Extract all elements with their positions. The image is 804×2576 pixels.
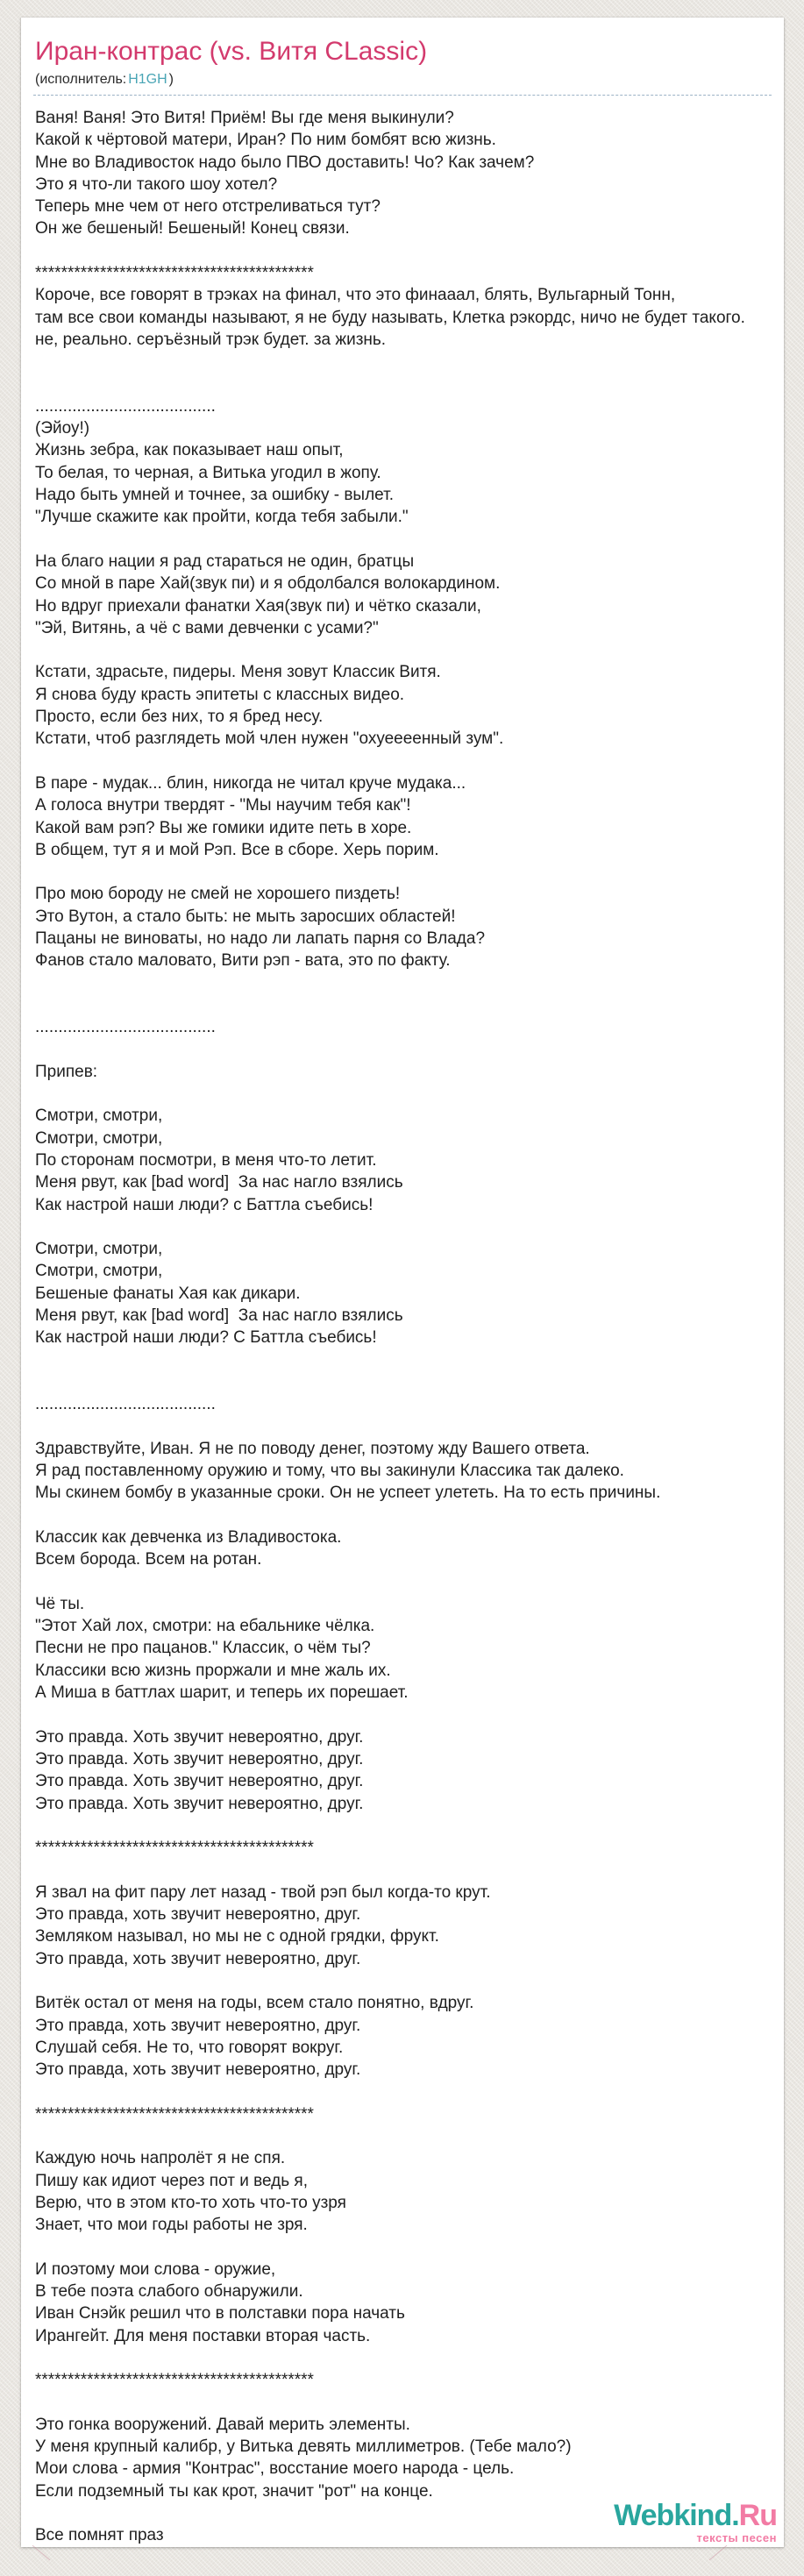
lyric-line: Смотри, смотри, bbox=[35, 1107, 163, 1126]
lyric-line: Смотри, смотри, bbox=[35, 1240, 163, 1259]
logo-webkind-text: Webkind bbox=[614, 2498, 732, 2532]
lyric-line: Надо быть умней и точнее, за ошибку - вылет. bbox=[35, 486, 394, 505]
lyric-line: Просто, если без них, то я бред несу. bbox=[35, 708, 324, 727]
lyric-line: Но вдруг приехали фанатки Хая(звук пи) и чётко сказали, bbox=[35, 596, 481, 616]
lyric-blank-line bbox=[35, 1571, 772, 1593]
lyric-line: Всем борода. Всем на ротан. bbox=[35, 1550, 262, 1569]
lyric-line: Классики всю жизнь проржали и мне жаль их. bbox=[35, 1661, 391, 1680]
lyric-line: "Лучше скажите как пройти, когда тебя забыли." bbox=[35, 508, 409, 527]
lyric-line: ....................................... bbox=[35, 1018, 216, 1037]
lyric-line: Песни не про пацанов." Классик, о чём ты? bbox=[35, 1639, 371, 1658]
lyric-line: Это гонка вооружений. Давай мерить элементы. bbox=[35, 2415, 410, 2434]
lyric-line: Слушай себя. Не то, что говорят вокруг. bbox=[35, 2038, 344, 2057]
lyric-line: Кстати, чтоб разглядеть мой член нужен "охуеееенный зум". bbox=[35, 729, 504, 749]
artist-line bbox=[35, 72, 772, 88]
lyric-line: ******************************************* bbox=[35, 2104, 314, 2124]
lyric-blank-line bbox=[35, 2392, 772, 2414]
lyric-blank-line bbox=[35, 1349, 772, 1371]
lyric-line: А Миша в баттлах шарит, и теперь их порешает. bbox=[35, 1683, 409, 1703]
lyric-line: Припев: bbox=[35, 1062, 98, 1081]
lyric-blank-line bbox=[35, 639, 772, 661]
lyric-line: Если подземный ты как крот, значит "рот" на конце. bbox=[35, 2481, 433, 2501]
lyric-blank-line bbox=[35, 1038, 772, 1060]
lyric-line: Каждую ночь напролёт я не спя. bbox=[35, 2149, 286, 2168]
lyric-line: В общем, тут я и мой Рэп. Все в сборе. Херь порим. bbox=[35, 840, 439, 859]
lyric-line: Какой вам рэп? Вы же гомики идите петь в хоре. bbox=[35, 818, 412, 837]
lyric-line: Меня рвут, как [bad word] За нас нагло взялись bbox=[35, 1173, 403, 1192]
lyrics-text bbox=[35, 107, 772, 2547]
lyric-blank-line bbox=[35, 1416, 772, 1438]
lyric-blank-line bbox=[35, 2237, 772, 2259]
lyric-line: Знает, что мои годы работы не зря. bbox=[35, 2216, 308, 2235]
lyric-line: Пишу как идиот через пот и ведь я, bbox=[35, 2171, 308, 2190]
lyric-blank-line bbox=[35, 374, 772, 395]
lyric-line: На благо нации я рад стараться не один, братцы bbox=[35, 551, 415, 571]
lyric-blank-line bbox=[35, 1216, 772, 1238]
artist-label-close: ) bbox=[168, 72, 174, 87]
lyric-line: Ирангейт. Для меня поставки вторая часть. bbox=[35, 2326, 371, 2345]
lyric-blank-line bbox=[35, 240, 772, 262]
lyric-line: Какой к чёртовой матери, Иран? По ним бомбят всю жизнь. bbox=[35, 131, 496, 150]
lyric-line: Со мной в паре Хай(звук пи) и я обдолбался волокардином. bbox=[35, 574, 501, 594]
lyric-line: Это правда. Хоть звучит невероятно, друг. bbox=[35, 1772, 364, 1791]
lyric-line: Смотри, смотри, bbox=[35, 1128, 163, 1148]
lyrics-card bbox=[21, 18, 784, 2547]
webkind-logo[interactable] bbox=[614, 2498, 777, 2544]
lyric-line: ******************************************* bbox=[35, 264, 314, 283]
lyric-line: Это правда, хоть звучит невероятно, друг. bbox=[35, 1905, 361, 1925]
lyric-line: У меня крупный калибр, у Витька девять миллиметров. (Тебе мало?) bbox=[35, 2437, 572, 2457]
lyric-line: там все свои команды называют, я не буду называть, Клетка рэкордс, ничо не будет такого. bbox=[35, 308, 745, 327]
lyric-line: Земляком называл, но мы не с одной грядки, фрукт. bbox=[35, 1927, 439, 1946]
lyric-line: Мои слова - армия "Контрас", восстание моего народа - цель. bbox=[35, 2459, 515, 2479]
lyric-line: Иван Снэйк решил что в полставки пора начать bbox=[35, 2304, 405, 2323]
lyric-line: Это Вутон, а стало быть: не мыть заросших областей! bbox=[35, 907, 456, 926]
lyric-line: Верю, что в этом кто-то хоть что-то узря bbox=[35, 2193, 346, 2212]
lyric-line: Все помнят праз bbox=[35, 2526, 164, 2545]
lyric-line: Это правда. Хоть звучит невероятно, друг. bbox=[35, 1727, 364, 1747]
lyric-line: Бешеные фанаты Хая как дикари. bbox=[35, 1284, 301, 1303]
lyric-line: Классик как девченка из Владивостока. bbox=[35, 1528, 342, 1547]
lyric-line: не, реально. серъёзный трэк будет. за жизнь. bbox=[35, 330, 387, 349]
lyric-blank-line bbox=[35, 1371, 772, 1393]
lyric-blank-line bbox=[35, 1083, 772, 1105]
lyric-line: (Эйоу!) bbox=[35, 419, 90, 438]
song-header bbox=[33, 18, 772, 96]
lyric-line: И поэтому мои слова - оружие, bbox=[35, 2259, 276, 2279]
lyric-blank-line bbox=[35, 1505, 772, 1526]
lyric-blank-line bbox=[35, 994, 772, 1016]
lyric-blank-line bbox=[35, 1815, 772, 1837]
lyric-line: Короче, все говорят в трэках на финал, что это финааал, блять, Вульгарный Тонн, bbox=[35, 286, 676, 305]
lyric-line: Фанов стало маловато, Вити рэп - вата, это по факту. bbox=[35, 951, 451, 971]
page-title: Иран-контрас (vs. Витя CLassic) bbox=[35, 37, 428, 66]
lyric-blank-line bbox=[35, 529, 772, 551]
lyric-line: Кстати, здрасьте, пидеры. Меня зовут Классик Витя. bbox=[35, 663, 441, 682]
lyric-line: Мы скинем бомбу в указанные сроки. Он не успеет улететь. На то есть причины. bbox=[35, 1484, 661, 1503]
lyric-line: Я рад поставленному оружию и тому, что вы закинули Классика так далеко. bbox=[35, 1462, 624, 1481]
lyric-line: Жизнь зебра, как показывает наш опыт, bbox=[35, 441, 344, 460]
lyric-line: ....................................... bbox=[35, 1395, 216, 1414]
lyric-line: ******************************************* bbox=[35, 2371, 314, 2390]
lyric-line: Это правда, хоть звучит невероятно, друг. bbox=[35, 2060, 361, 2080]
lyric-blank-line bbox=[35, 351, 772, 373]
lyric-blank-line bbox=[35, 972, 772, 994]
lyric-blank-line bbox=[35, 751, 772, 772]
logo-tagline: тексты песен bbox=[696, 2530, 777, 2544]
lyric-blank-line bbox=[35, 1704, 772, 1726]
logo-dot: . bbox=[731, 2498, 739, 2532]
lyric-line: Теперь мне чем от него отстреливаться тут? bbox=[35, 197, 381, 217]
lyric-line: А голоса внутри твердят - "Мы научим тебя как"! bbox=[35, 796, 411, 815]
lyric-line: Это правда. Хоть звучит невероятно, друг. bbox=[35, 1749, 364, 1768]
lyric-line: Меня рвут, как [bad word] За нас нагло взялись bbox=[35, 1306, 403, 1326]
lyric-line: Витёк остал от меня на годы, всем стало понятно, вдруг. bbox=[35, 1994, 474, 2013]
lyric-line: Смотри, смотри, bbox=[35, 1262, 163, 1281]
lyric-line: Это я что-ли такого шоу хотел? bbox=[35, 174, 278, 194]
lyric-line: ....................................... bbox=[35, 396, 216, 416]
lyric-line: Здравствуйте, Иван. Я не по поводу денег, поэтому жду Вашего ответа. bbox=[35, 1439, 590, 1458]
lyric-line: Как настрой наши люди? с Баттла съебись! bbox=[35, 1195, 374, 1214]
lyric-blank-line bbox=[35, 2347, 772, 2369]
lyric-line: Это правда, хоть звучит невероятно, друг. bbox=[35, 1949, 361, 1968]
webkind-wordmark bbox=[614, 2498, 777, 2532]
lyric-line: Ваня! Ваня! Это Витя! Приём! Вы где меня выкинули? bbox=[35, 109, 454, 127]
lyric-line: По сторонам посмотри, в меня что-то летит. bbox=[35, 1150, 377, 1170]
lyric-blank-line bbox=[35, 2125, 772, 2147]
logo-ru-text: Ru bbox=[738, 2498, 777, 2532]
lyric-line: В тебе поэта слабого обнаружили. bbox=[35, 2282, 303, 2302]
lyric-line: Как настрой наши люди? С Баттла съебись! bbox=[35, 1328, 377, 1348]
lyric-line: В паре - мудак... блин, никогда не читал круче мудака... bbox=[35, 773, 466, 793]
lyric-blank-line bbox=[35, 861, 772, 883]
lyric-line: Я звал на фит пару лет назад - твой рэп был когда-то крут. bbox=[35, 1882, 491, 1902]
lyric-line: "Эй, Витянь, а чё с вами девченки с усами?" bbox=[35, 618, 379, 637]
artist-link[interactable]: H1GH bbox=[128, 72, 167, 87]
lyric-line: Я снова буду красть эпитеты с классных видео. bbox=[35, 685, 405, 704]
lyric-line: Это правда. Хоть звучит невероятно, друг. bbox=[35, 1794, 364, 1813]
lyric-blank-line bbox=[35, 1859, 772, 1881]
page-curl-left-decoration bbox=[32, 2544, 51, 2559]
artist-label: (исполнитель: bbox=[35, 72, 127, 87]
lyric-line: Пацаны не виноваты, но надо ли лапать парня со Влада? bbox=[35, 929, 486, 948]
lyric-line: Чё ты. bbox=[35, 1594, 85, 1613]
lyric-line: То белая, то черная, а Витька угодил в жопу. bbox=[35, 463, 381, 482]
lyric-line: "Этот Хай лох, смотри: на ебальнике чёлка. bbox=[35, 1617, 375, 1636]
page-curl-right-decoration bbox=[709, 2544, 728, 2559]
lyric-blank-line bbox=[35, 1970, 772, 1992]
lyric-line: Это правда, хоть звучит невероятно, друг. bbox=[35, 2016, 361, 2035]
lyric-line: Мне во Владивосток надо было ПВО доставить! Чо? Как зачем? bbox=[35, 153, 535, 172]
lyric-line: Он же бешеный! Бешеный! Конец связи. bbox=[35, 219, 350, 238]
lyric-blank-line bbox=[35, 2081, 772, 2103]
lyric-line: ******************************************* bbox=[35, 1839, 314, 1858]
lyric-line: Про мою бороду не смей не хорошего пиздеть! bbox=[35, 885, 401, 904]
